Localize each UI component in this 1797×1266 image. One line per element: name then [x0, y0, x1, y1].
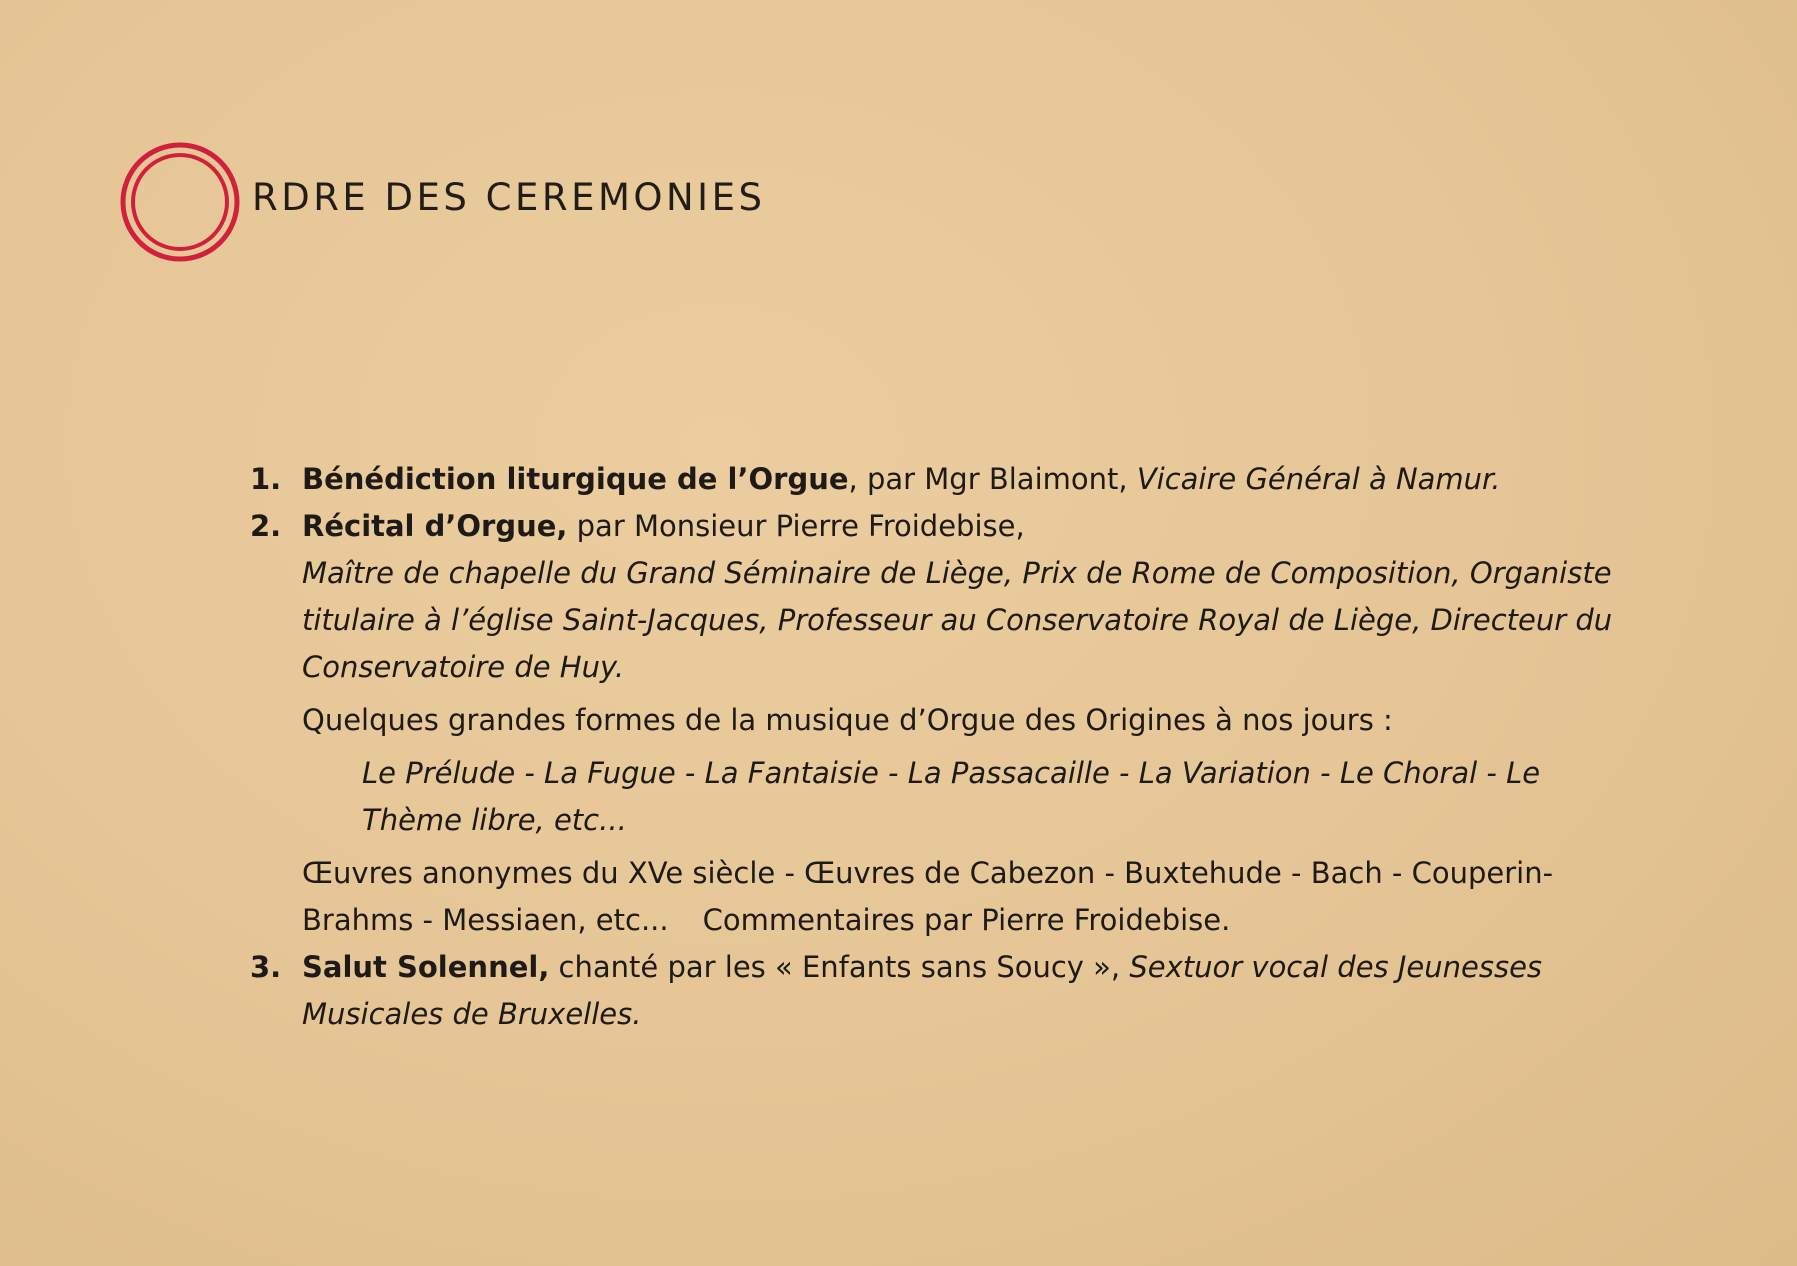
item-number: 3.	[250, 950, 282, 984]
works-list	[302, 850, 1620, 944]
item-heading: Récital d’Orgue,	[302, 509, 568, 543]
item-text: , par Mgr Blaimont,	[848, 462, 1137, 496]
item-number: 1.	[250, 462, 282, 496]
item-role: Vicaire Général à Namur.	[1136, 462, 1501, 496]
ceremony-item-2	[250, 503, 1620, 944]
forms-list: Le Prélude - La Fugue - La Fantaisie - La Passacaille - La Variation - Le Choral - Le Thème libre, etc...	[362, 756, 1541, 837]
item-role: Sextuor vocal des Jeunesses Musicales de Bruxelles.	[302, 950, 1543, 1031]
ceremony-item-1	[250, 456, 1620, 503]
title-text: RDRE DES CEREMONIES	[252, 176, 766, 219]
item-text: par Monsieur Pierre Froidebise,	[567, 509, 1025, 543]
item-heading: Salut Solennel,	[302, 950, 550, 984]
item-text: chanté par les « Enfants sans Soucy »,	[549, 950, 1130, 984]
performer-credentials: Maître de chapelle du Grand Séminaire de Liège, Prix de Rome de Composition, Organiste titulaire à l’église Saint-Jacques, Professeur au Conservatoire Royal de Liège, Directeur du Conservatoire de Huy.	[302, 556, 1613, 684]
ceremony-list	[250, 456, 1620, 1038]
commentary-text: Commentaires par Pierre Froidebise.	[702, 903, 1231, 937]
item-number: 2.	[250, 509, 282, 543]
ceremony-item-3	[250, 944, 1620, 1038]
title-initial-o-ring	[118, 140, 246, 268]
forms-intro: Quelques grandes formes de la musique d’Orgue des Origines à nos jours :	[302, 703, 1393, 737]
item-heading: Bénédiction liturgique de l’Orgue	[302, 462, 849, 496]
works-text: Œuvres anonymes du XVe siècle - Œuvres de Cabezon - Buxtehude - Bach - Couperin- Brahms - Messiaen, etc...	[302, 856, 1554, 937]
